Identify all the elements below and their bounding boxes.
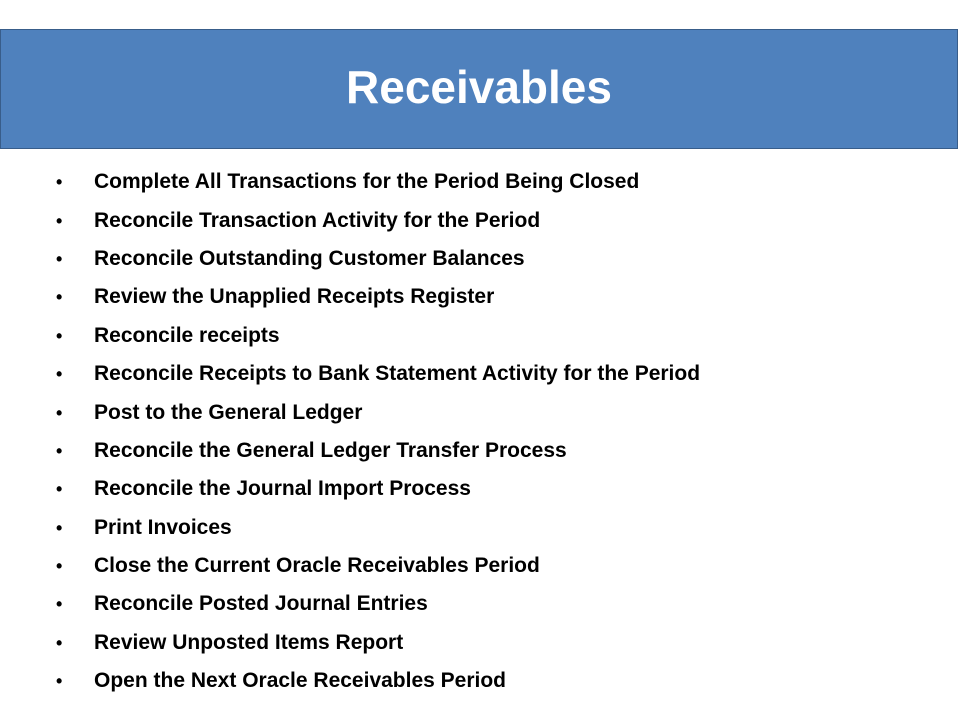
list-item <box>56 662 700 700</box>
list-item-text: Reconcile Posted Journal Entries <box>94 592 428 616</box>
list-item-text: Reconcile the General Ledger Transfer Process <box>94 438 567 462</box>
bullet-icon: • <box>56 479 63 500</box>
bullet-icon: • <box>56 517 63 538</box>
bullet-list <box>56 163 700 700</box>
list-item <box>56 470 700 508</box>
list-item <box>56 355 700 393</box>
list-item-text: Review the Unapplied Receipts Register <box>94 285 495 309</box>
list-item <box>56 393 700 431</box>
bullet-icon: • <box>56 594 63 615</box>
title-bar <box>0 29 958 149</box>
list-item-text: Post to the General Ledger <box>94 400 363 424</box>
bullet-icon: • <box>56 556 63 577</box>
bullet-icon: • <box>56 248 63 269</box>
list-item-text: Reconcile Transaction Activity for the Period <box>94 208 541 232</box>
list-item <box>56 278 700 316</box>
list-item-text: Review Unposted Items Report <box>94 630 404 654</box>
bullet-icon: • <box>56 325 63 346</box>
bullet-icon: • <box>56 632 63 653</box>
list-item <box>56 432 700 470</box>
list-item <box>56 201 700 239</box>
list-item <box>56 240 700 278</box>
bullet-icon: • <box>56 210 63 231</box>
list-item-text: Reconcile Outstanding Customer Balances <box>94 246 525 270</box>
list-item-text: Reconcile the Journal Import Process <box>94 477 471 501</box>
list-item-text: Reconcile Receipts to Bank Statement Activity for the Period <box>94 362 701 386</box>
list-item <box>56 509 700 547</box>
list-item-text: Print Invoices <box>94 515 232 539</box>
list-item <box>56 547 700 585</box>
list-item <box>56 163 700 201</box>
slide-title: Receivables <box>346 61 612 113</box>
bullet-icon: • <box>56 364 63 385</box>
list-item-text: Open the Next Oracle Receivables Period <box>94 669 507 693</box>
bullet-icon: • <box>56 287 63 308</box>
bullet-icon: • <box>56 172 63 193</box>
list-item-text: Reconcile receipts <box>94 323 280 347</box>
list-item <box>56 624 700 662</box>
list-item <box>56 317 700 355</box>
list-item-text: Close the Current Oracle Receivables Period <box>94 554 540 578</box>
bullet-icon: • <box>56 440 63 461</box>
bullet-icon: • <box>56 671 63 692</box>
list-item-text: Complete All Transactions for the Period Being Closed <box>94 170 640 194</box>
list-item <box>56 585 700 623</box>
bullet-icon: • <box>56 402 63 423</box>
